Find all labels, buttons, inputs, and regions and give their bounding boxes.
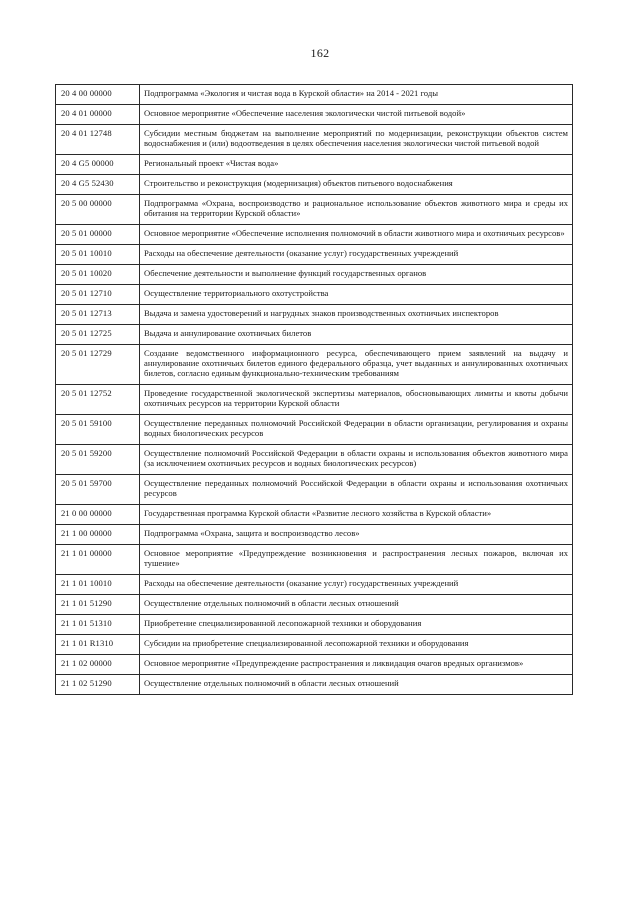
table-row: [56, 505, 573, 525]
row-code: 21 1 01 10010: [56, 575, 140, 595]
row-name: Выдача и замена удостоверений и нагрудных знаков производственных охотничьих инспекторов: [140, 305, 573, 325]
row-name: Субсидии на приобретение специализированной лесопожарной техники и оборудования: [140, 635, 573, 655]
row-name: Осуществление переданных полномочий Российской Федерации в области организации, регулирования и охраны водных биологических ресурсов: [140, 415, 573, 445]
row-name: Осуществление территориального охотустройства: [140, 285, 573, 305]
table-row: [56, 245, 573, 265]
row-code: 20 5 01 12725: [56, 325, 140, 345]
row-code: 21 1 01 R1310: [56, 635, 140, 655]
table-row: [56, 225, 573, 245]
row-code: 21 1 01 51310: [56, 615, 140, 635]
table-row: [56, 655, 573, 675]
row-name: Основное мероприятие «Обеспечение исполнения полномочий в области животного мира и охотничьих ресурсов»: [140, 225, 573, 245]
row-name: Строительство и реконструкция (модернизация) объектов питьевого водоснабжения: [140, 175, 573, 195]
row-code: 20 5 01 10010: [56, 245, 140, 265]
row-code: 20 4 G5 52430: [56, 175, 140, 195]
table-row: [56, 175, 573, 195]
table-row: [56, 525, 573, 545]
page-number: 162: [310, 46, 330, 60]
row-name: Обеспечение деятельности и выполнение функций государственных органов: [140, 265, 573, 285]
row-name: Основное мероприятие «Предупреждение возникновения и распространения лесных пожаров, включая их тушение»: [140, 545, 573, 575]
table-row: [56, 595, 573, 615]
row-code: 20 5 01 10020: [56, 265, 140, 285]
table-row: [56, 155, 573, 175]
row-name: Проведение государственной экологической экспертизы материалов, обосновывающих лимиты и квоты добычи охотничьих ресурсов на территории Курской области: [140, 385, 573, 415]
table-row: [56, 125, 573, 155]
row-name: Осуществление переданных полномочий Российской Федерации в области охраны и использования охотничьих ресурсов: [140, 475, 573, 505]
row-code: 20 5 01 59700: [56, 475, 140, 505]
row-name: Субсидии местным бюджетам на выполнение мероприятий по модернизации, реконструкции объектов систем водоснабжения и (или) водоотведения в целях обеспечения населения экологически чистой питьевой водой: [140, 125, 573, 155]
row-name: Государственная программа Курской области «Развитие лесного хозяйства в Курской области»: [140, 505, 573, 525]
row-code: 21 1 01 00000: [56, 545, 140, 575]
table-row: [56, 675, 573, 695]
table-row: [56, 325, 573, 345]
table-row: [56, 575, 573, 595]
row-name: Приобретение специализированной лесопожарной техники и оборудования: [140, 615, 573, 635]
row-code: 20 5 01 12729: [56, 345, 140, 385]
table-row: [56, 385, 573, 415]
table-row: [56, 85, 573, 105]
table-row: [56, 615, 573, 635]
row-name: Создание ведомственного информационного ресурса, обеспечивающего прием заявлений на выдачу и аннулирование охотничьих билетов единого федерального образца, учет выданных и аннулированных охотничьих билетов, согласно единым функционально-техническим требованиям: [140, 345, 573, 385]
row-name: Подпрограмма «Охрана, воспроизводство и рациональное использование объектов животного мира и среды их обитания на территории Курской области»: [140, 195, 573, 225]
table-row: [56, 635, 573, 655]
row-code: 20 5 01 12710: [56, 285, 140, 305]
row-name: Выдача и аннулирование охотничьих билетов: [140, 325, 573, 345]
row-name: Осуществление отдельных полномочий в области лесных отношений: [140, 675, 573, 695]
table-row: [56, 475, 573, 505]
table-row: [56, 195, 573, 225]
row-name: Расходы на обеспечение деятельности (оказание услуг) государственных учреждений: [140, 575, 573, 595]
table-row: [56, 265, 573, 285]
row-name: Основное мероприятие «Предупреждение распространения и ликвидация очагов вредных организмов»: [140, 655, 573, 675]
row-code: 20 5 01 59200: [56, 445, 140, 475]
row-name: Основное мероприятие «Обеспечение населения экологически чистой питьевой водой»: [140, 105, 573, 125]
table-row: [56, 105, 573, 125]
table-row: [56, 445, 573, 475]
row-code: 20 5 01 12752: [56, 385, 140, 415]
row-code: 20 4 G5 00000: [56, 155, 140, 175]
row-code: 20 5 01 59100: [56, 415, 140, 445]
row-code: 20 4 01 12748: [56, 125, 140, 155]
row-code: 21 1 02 00000: [56, 655, 140, 675]
row-code: 20 4 00 00000: [56, 85, 140, 105]
row-name: Расходы на обеспечение деятельности (оказание услуг) государственных учреждений: [140, 245, 573, 265]
row-code: 20 5 00 00000: [56, 195, 140, 225]
row-name: Осуществление отдельных полномочий в области лесных отношений: [140, 595, 573, 615]
table-row: [56, 545, 573, 575]
row-code: 21 1 02 51290: [56, 675, 140, 695]
table-row: [56, 305, 573, 325]
row-code: 21 1 00 00000: [56, 525, 140, 545]
table-row: [56, 285, 573, 305]
table-row: [56, 345, 573, 385]
row-code: 20 4 01 00000: [56, 105, 140, 125]
row-code: 21 1 01 51290: [56, 595, 140, 615]
row-name: Региональный проект «Чистая вода»: [140, 155, 573, 175]
row-name: Осуществление полномочий Российской Федерации в области охраны и использования объектов животного мира (за исключением охотничьих ресурсов и водных биологических ресурсов): [140, 445, 573, 475]
table-row: [56, 415, 573, 445]
row-name: Подпрограмма «Экология и чистая вода в Курской области» на 2014 - 2021 годы: [140, 85, 573, 105]
budget-classification-table: [55, 84, 573, 695]
row-name: Подпрограмма «Охрана, защита и воспроизводство лесов»: [140, 525, 573, 545]
row-code: 21 0 00 00000: [56, 505, 140, 525]
row-code: 20 5 01 12713: [56, 305, 140, 325]
row-code: 20 5 01 00000: [56, 225, 140, 245]
